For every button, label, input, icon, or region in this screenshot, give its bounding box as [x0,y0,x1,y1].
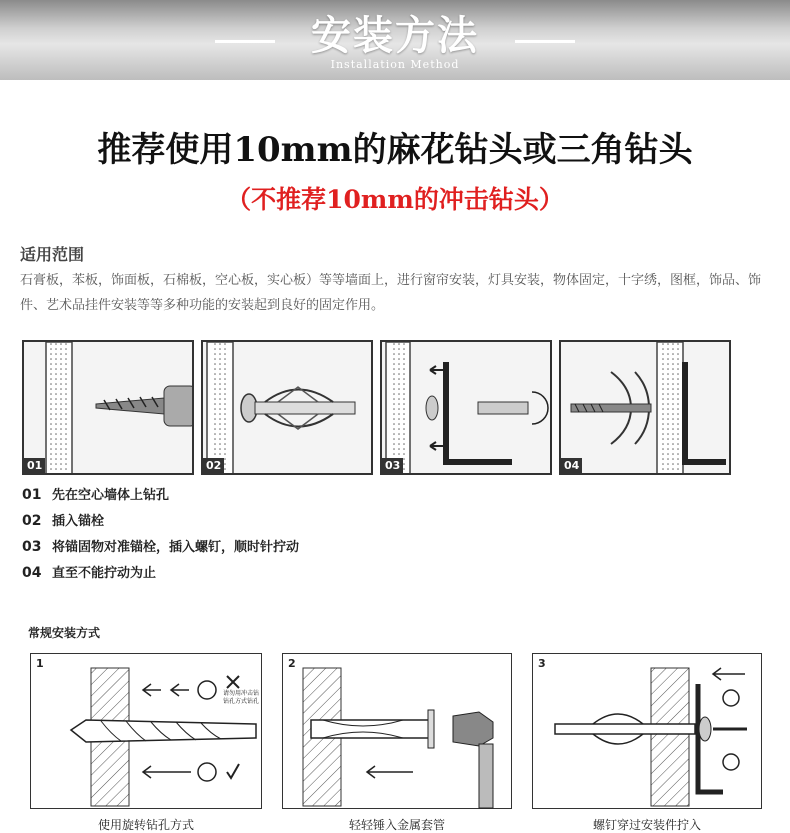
screw-in-illustration [533,654,763,810]
step-num: 03 [22,539,42,555]
steps-list [22,484,299,588]
scope-title: 适用范围 [20,245,85,264]
step-num: 04 [22,565,42,581]
conventional-title: 常规安装方式 [28,626,101,640]
box-3-caption: 螺钉穿过安装件拧入 [592,818,701,832]
step-num: 01 [22,487,42,503]
step-image-03 [380,340,552,475]
step-item-03 [22,536,299,562]
step-num: 02 [22,513,42,529]
header-banner [0,0,790,80]
box-2-caption: 轻轻锤入金属套管 [348,818,445,832]
warning-note: （不推荐10mm的冲击钻头） [226,185,564,214]
step-text: 将锚固物对准锚栓，插入螺钉，顺时针拧动 [52,540,300,555]
step-item-04 [22,562,299,588]
step-image-04 [559,340,731,475]
step-text: 插入锚栓 [52,514,105,529]
box-1-note: 请勿用冲击钻钻孔方式钻孔 [223,690,260,705]
conventional-box-3 [532,653,762,809]
banner-title: 安装方法 [311,12,479,59]
step-image-01 [22,340,194,475]
step-image-02 [201,340,373,475]
step-number-03: 03 [382,458,403,473]
hammer-illustration [283,654,513,810]
step-number-01: 01 [24,458,45,473]
step-item-01 [22,484,299,510]
scope-text: 石膏板，苯板，饰面板，石棉板，空心板，实心板）等等墙面上，进行窗帘安装，灯具安装，物体固定，十字绣，图框，饰品、饰件、艺术品挂件安装等等多种功能的安装起到良好的固定作用。 [20,273,762,313]
rotary-drill-illustration [31,654,263,810]
conventional-box-1 [30,653,262,809]
drill-illustration [24,342,194,475]
box-1-caption: 使用旋转钻孔方式 [97,818,194,832]
step-text: 先在空心墙体上钻孔 [52,488,170,503]
fixed-illustration [561,342,731,475]
box-number-2: 2 [288,657,296,670]
step-number-02: 02 [203,458,224,473]
anchor-illustration [203,342,373,475]
box-number-1: 1 [36,657,44,670]
screw-illustration [382,342,552,475]
step-number-04: 04 [561,458,582,473]
box-number-3: 3 [538,657,546,670]
step-text: 直至不能拧动为止 [52,566,157,581]
step-item-02 [22,510,299,536]
headline: 推荐使用10mm的麻花钻头或三角钻头 [97,130,693,170]
banner-subtitle: Installation Method [330,58,460,71]
conventional-box-2 [282,653,512,809]
